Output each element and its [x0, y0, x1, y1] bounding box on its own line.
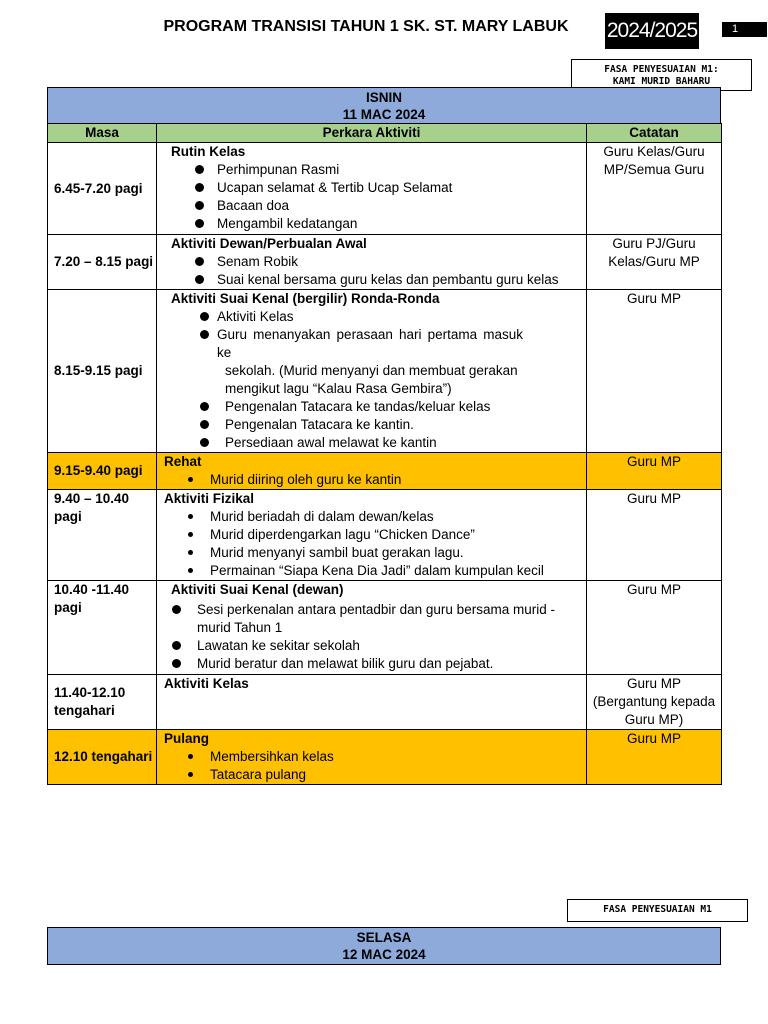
list-item: Murid beratur dan melawat bilik guru dan pejabat.: [171, 655, 586, 673]
day-date: 11 MAC 2024: [342, 107, 426, 122]
time-line: pagi: [54, 600, 82, 615]
bullet-icon: [200, 438, 209, 447]
note-line: (Bergantung kepada: [592, 694, 716, 709]
activity-cell: [157, 490, 587, 581]
list-item: Guru menanyakan perasaan hari pertama masuk ke: [171, 326, 523, 362]
list-item: Murid diperdengarkan lagu “Chicken Dance”: [164, 526, 586, 544]
time-cell: 12.10 tengahari: [48, 730, 157, 785]
table-row: [48, 675, 722, 730]
day-name: ISNIN: [365, 90, 402, 105]
time-cell: [48, 675, 157, 730]
bullet-icon: [200, 402, 209, 411]
note-line: Guru MP: [626, 291, 681, 306]
note-line: Guru MP: [626, 731, 681, 746]
activity-title: Aktiviti Suai Kenal (dewan): [171, 582, 344, 597]
day-name: SELASA: [356, 930, 412, 945]
bullet-icon: [195, 183, 204, 192]
bullet-icon: [188, 772, 193, 777]
note-line: Guru Kelas/Guru: [603, 144, 705, 159]
list-item: Murid diiring oleh guru ke kantin: [164, 471, 586, 489]
time-line: 9.40 – 10.40: [54, 491, 130, 506]
activity-title: Rutin Kelas: [171, 144, 246, 159]
bullet-icon: [195, 201, 204, 210]
note-line: Guru MP: [626, 676, 681, 691]
bullet-icon: [195, 165, 204, 174]
note-cell: [587, 143, 722, 235]
bullet-icon: [188, 550, 193, 555]
note-cell: [587, 581, 722, 675]
bullet-icon: [195, 275, 204, 284]
activity-title: Aktiviti Fizikal: [164, 491, 255, 506]
bullet-icon: [200, 420, 209, 429]
time-line: 11.40-12.10: [54, 685, 126, 700]
list-item: Aktiviti Kelas: [171, 308, 586, 326]
phase-label-line2: KAMI MURID BAHARU: [612, 76, 711, 87]
list-item: Membersihkan kelas: [164, 748, 586, 766]
list-item: Permainan “Siapa Kena Dia Jadi” dalam kumpulan kecil: [164, 562, 586, 580]
list-item: Pengenalan Tatacara ke kantin.: [171, 416, 586, 434]
document-title: PROGRAM TRANSISI TAHUN 1 SK. ST. MARY LABUK: [163, 18, 569, 35]
day-header-tuesday: [47, 927, 721, 965]
note-line: Guru MP): [624, 712, 684, 727]
list-item: Perhimpunan Rasmi: [171, 161, 586, 179]
bullet-icon: [172, 641, 181, 650]
bullet-icon: [195, 257, 204, 266]
day-date: 12 MAC 2024: [342, 947, 426, 962]
table-row: [48, 290, 722, 453]
day-header-monday: [47, 87, 721, 124]
list-item: murid Tahun 1: [197, 620, 283, 635]
time-line: 10.40 -11.40: [54, 582, 130, 597]
bullet-icon: [200, 330, 209, 339]
list-item: Persediaan awal melawat ke kantin: [171, 434, 586, 452]
time-line: pagi: [54, 509, 82, 524]
bullet-icon: [195, 219, 204, 228]
table-row: [48, 453, 722, 490]
time-cell: 7.20 – 8.15 pagi: [48, 235, 157, 290]
activity-cell: [157, 675, 587, 730]
note-line: Guru MP: [626, 454, 681, 469]
note-line: MP/Semua Guru: [603, 162, 705, 177]
activity-cell: [157, 290, 587, 453]
note-cell: [587, 453, 722, 490]
schedule-table: [47, 123, 722, 785]
time-cell: [48, 581, 157, 675]
bullet-icon: [188, 568, 193, 573]
activity-cell: [157, 581, 587, 675]
bullet-icon: [172, 605, 181, 614]
bullet-icon: [172, 659, 181, 668]
note-line: Guru MP: [626, 582, 681, 597]
note-cell: [587, 730, 722, 785]
table-row: [48, 730, 722, 785]
note-line: Guru MP: [626, 491, 681, 506]
table-row: [48, 235, 722, 290]
note-line: Kelas/Guru MP: [608, 254, 700, 269]
phase-label-box: FASA PENYESUAIAN M1: [567, 899, 748, 922]
column-header-masa: Masa: [48, 124, 157, 143]
list-item: Lawatan ke sekitar sekolah: [171, 637, 586, 655]
list-item: Bacaan doa: [171, 197, 586, 215]
bullet-icon: [200, 312, 209, 321]
column-header-catatan: Catatan: [587, 124, 722, 143]
activity-cell: [157, 143, 587, 235]
table-row: [48, 490, 722, 581]
activity-cell: [157, 453, 587, 490]
list-item: mengikut lagu “Kalau Rasa Gembira”): [225, 381, 452, 396]
list-item: Ucapan selamat & Tertib Ucap Selamat: [171, 179, 586, 197]
list-item: Senam Robik: [171, 253, 586, 271]
list-item: Pengenalan Tatacara ke tandas/keluar kelas: [171, 398, 586, 416]
table-row: [48, 143, 722, 235]
table-row: [48, 581, 722, 675]
activity-title: Pulang: [164, 731, 210, 746]
note-cell: [587, 675, 722, 730]
note-cell: [587, 490, 722, 581]
list-item: Mengambil kedatangan: [171, 215, 586, 233]
time-cell: 9.15-9.40 pagi: [48, 453, 157, 490]
bullet-icon: [188, 477, 193, 482]
activity-title: Aktiviti Suai Kenal (bergilir) Ronda-Ronda: [171, 291, 440, 306]
time-line: tengahari: [54, 703, 115, 718]
time-cell: 8.15-9.15 pagi: [48, 290, 157, 453]
time-cell: 6.45-7.20 pagi: [48, 143, 157, 235]
phase-label-line1: FASA PENYESUAIAN M1:: [604, 64, 719, 75]
note-line: Guru PJ/Guru: [612, 236, 696, 251]
list-item: Murid menyanyi sambil buat gerakan lagu.: [164, 544, 586, 562]
list-item: Murid beriadah di dalam dewan/kelas: [164, 508, 586, 526]
bullet-icon: [188, 514, 193, 519]
note-cell: [587, 235, 722, 290]
page-number: 1: [722, 22, 767, 37]
table-header-row: [48, 124, 722, 143]
column-header-aktiviti: Perkara Aktiviti: [157, 124, 587, 143]
list-item: Tatacara pulang: [164, 766, 586, 784]
activity-title: Aktiviti Kelas: [164, 676, 249, 691]
bullet-icon: [188, 532, 193, 537]
activity-title: Aktiviti Dewan/Perbualan Awal: [171, 236, 367, 251]
list-item: Sesi perkenalan antara pentadbir dan guru bersama murid -: [171, 601, 586, 619]
bullet-icon: [188, 754, 193, 759]
activity-cell: [157, 730, 587, 785]
note-cell: [587, 290, 722, 453]
activity-title: Rehat: [164, 454, 202, 469]
year-badge: 2024/2025: [605, 13, 699, 49]
list-item: Suai kenal bersama guru kelas dan pembantu guru kelas: [171, 271, 586, 289]
time-cell: [48, 490, 157, 581]
list-item: sekolah. (Murid menyanyi dan membuat gerakan: [225, 363, 518, 378]
activity-cell: [157, 235, 587, 290]
